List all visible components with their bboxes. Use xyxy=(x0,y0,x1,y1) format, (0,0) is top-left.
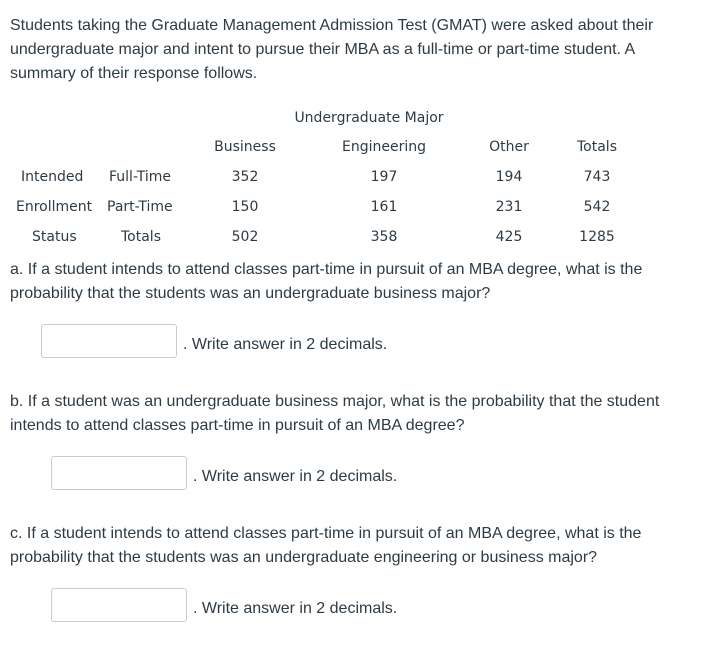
answer-b-hint: . Write answer in 2 decimals. xyxy=(193,468,398,485)
column-header-engineering: Engineering xyxy=(342,139,426,155)
table-cell: 743 xyxy=(583,169,611,185)
answer-a-input[interactable] xyxy=(41,324,177,358)
table-cell: 231 xyxy=(495,199,523,215)
table-cell: 502 xyxy=(231,229,259,245)
row-group-label-line2: Enrollment xyxy=(16,199,93,215)
table-cell: 197 xyxy=(370,169,398,185)
table-cell: 358 xyxy=(370,229,398,245)
answer-a-hint: . Write answer in 2 decimals. xyxy=(183,336,388,353)
column-header-business: Business xyxy=(214,139,276,155)
column-header-other: Other xyxy=(489,139,529,155)
row-group-label-line3: Status xyxy=(32,229,77,245)
table-cell: 161 xyxy=(370,199,398,215)
answer-c-input[interactable] xyxy=(51,588,187,622)
row-group-label-line1: Intended xyxy=(21,169,84,185)
table-cell: 425 xyxy=(495,229,523,245)
question-c-text: c. If a student intends to attend classes part-time in pursuit of an MBA degree, what is the probability that the students was an undergraduate engineering or business major? xyxy=(10,525,642,566)
row-label: Totals xyxy=(121,229,161,245)
table-caption: Undergraduate Major xyxy=(294,110,444,126)
table-cell: 352 xyxy=(231,169,259,185)
table-cell: 542 xyxy=(583,199,611,215)
answer-c-hint: . Write answer in 2 decimals. xyxy=(193,600,398,617)
row-label: Full-Time xyxy=(109,169,171,185)
answer-b-input[interactable] xyxy=(51,456,187,490)
question-a-text: a. If a student intends to attend classes part-time in pursuit of an MBA degree, what is the probability that the students was an undergraduate business major? xyxy=(10,261,643,302)
table-cell: 194 xyxy=(495,169,523,185)
row-label: Part-Time xyxy=(107,199,173,215)
intro-text: Students taking the Graduate Management Admission Test (GMAT) were asked about their undergraduate major and intent to pursue their MBA as a full-time or part-time student. A summary of their response follows. xyxy=(10,17,654,82)
column-header-totals: Totals xyxy=(577,139,617,155)
table-cell: 1285 xyxy=(579,229,615,245)
question-b-text: b. If a student was an undergraduate business major, what is the probability that the student intends to attend classes part-time in pursuit of an MBA degree? xyxy=(10,393,660,434)
table-cell: 150 xyxy=(231,199,259,215)
